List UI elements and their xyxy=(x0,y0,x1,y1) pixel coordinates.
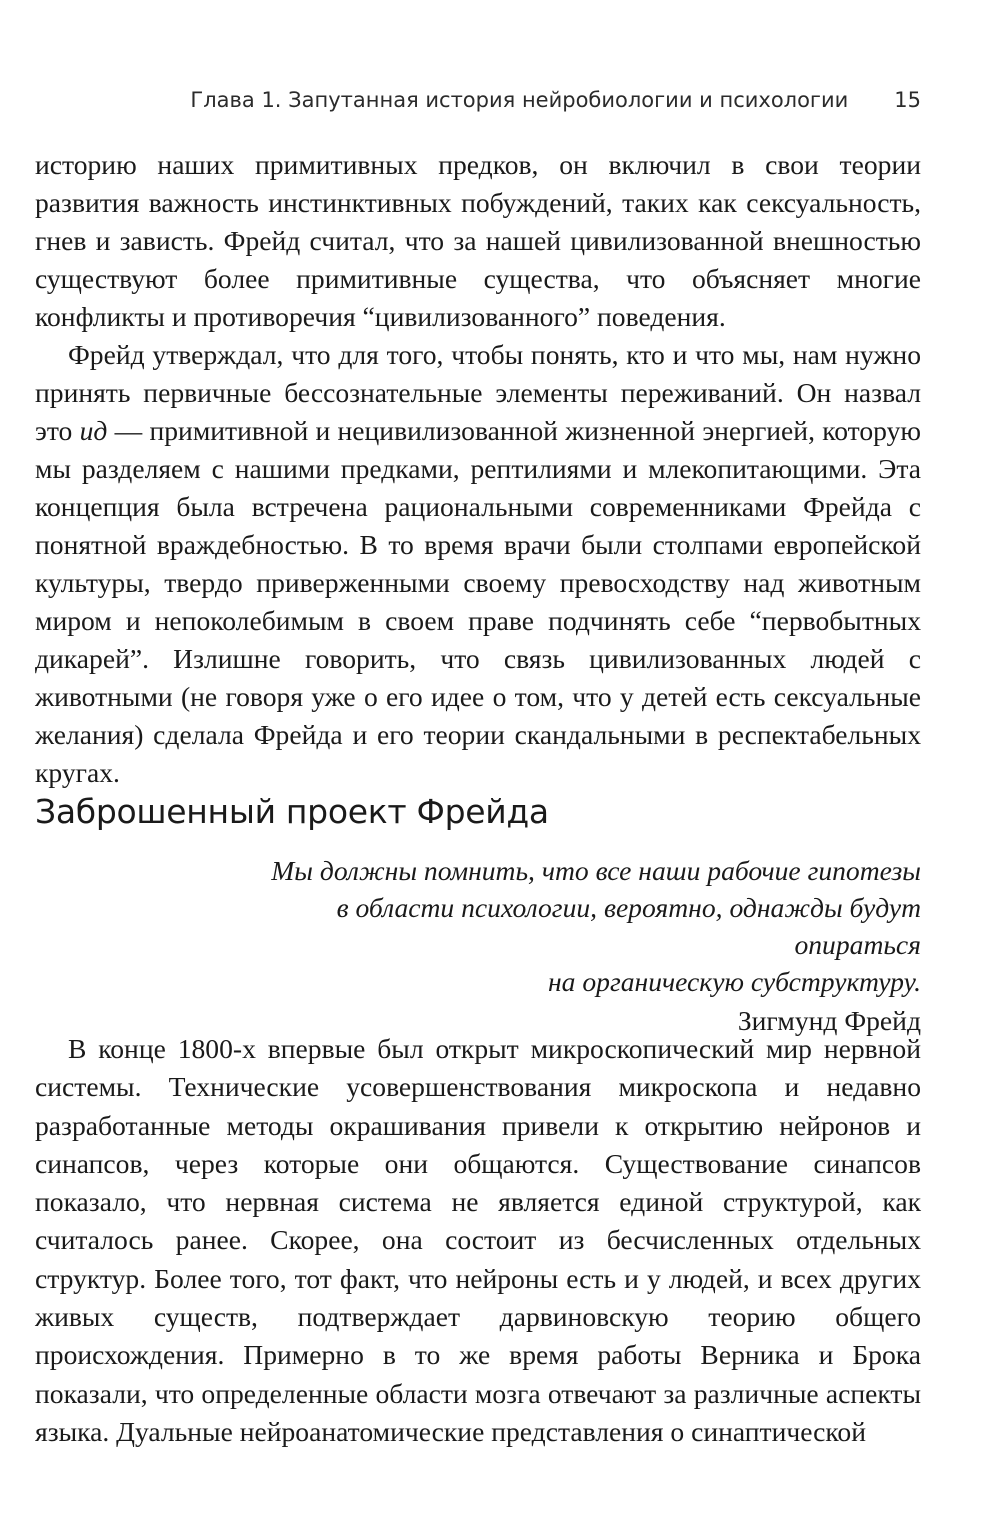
book-page xyxy=(35,0,921,1532)
paragraph: историю наших примитивных предков, он включил в свои теории развития важность инстинктивных побуждений, таких как сексуальность, гнев и зависть. Фрейд считал, что за нашей цивилизованной внешностью существуют более примитивные существа, что объясняет многие конфликты и противоречия “цивилизованного” поведения. xyxy=(35,149,921,332)
section-heading: Заброшенный проект Фрейда xyxy=(35,792,549,831)
paragraph: В конце 1800-х впервые был открыт микроскопический мир нервной системы. Технические усовершенствования микроскопа и недавно разработанные методы окрашивания привели к открытию нейронов и синапсов, через которые они общаются. Существование синапсов показало, что нервная система не является единой структурой, как считалось ранее. Скорее, она состоит из бесчисленных отдельных структур. Более того, тот факт, что нейроны есть и у людей, и всех других живых существ, подтверждает дарвиновскую теорию общего происхождения. Примерно в то же время работы Верника и Брока показали, что определенные области мозга отвечают за различные аспекты языка. Дуальные нейроанатомические представления о синаптической xyxy=(35,1033,921,1447)
epigraph-line: Мы должны помнить, что все наши рабочие гипотезы xyxy=(271,855,921,886)
paragraph xyxy=(35,336,921,792)
epigraph-line: в области психологии, вероятно, однажды будут опираться xyxy=(336,892,921,960)
chapter-title: Глава 1. Запутанная история нейробиологии и психологии xyxy=(190,88,849,112)
epigraph-author: Зигмунд Фрейд xyxy=(737,1005,921,1036)
running-head xyxy=(35,88,921,112)
body-text-bottom xyxy=(35,1030,921,1451)
epigraph xyxy=(221,852,921,1039)
paragraph-text: Фрейд утверждал, что для того, чтобы понять, кто и что мы, нам нужно принять первичные бессознательные элементы переживаний. Он назвал это xyxy=(35,339,921,446)
body-text-top xyxy=(35,146,921,792)
term-id: ид xyxy=(79,415,108,446)
epigraph-quote xyxy=(221,852,921,1000)
paragraph-text: — примитивной и нецивилизованной жизненной энергией, которую мы разделяем с нашими предками, рептилиями и млекопитающими. Эта концепция была встречена рациональными современниками Фрейда с понятной враждебностью. В то время врачи были столпами европейской культуры, твердо приверженными своему превосходству над животным миром и непоколебимым в своем праве подчинять себе “первобытных дикарей”. Излишне говорить, что связь цивилизованных людей с животными (не говоря уже о его идее о том, что у детей есть сексуальные желания) сделала Фрейда и его теории скандальными в респектабельных кругах. xyxy=(35,415,922,788)
epigraph-line: на органическую субструктуру. xyxy=(547,966,921,997)
page-number: 15 xyxy=(894,88,921,112)
